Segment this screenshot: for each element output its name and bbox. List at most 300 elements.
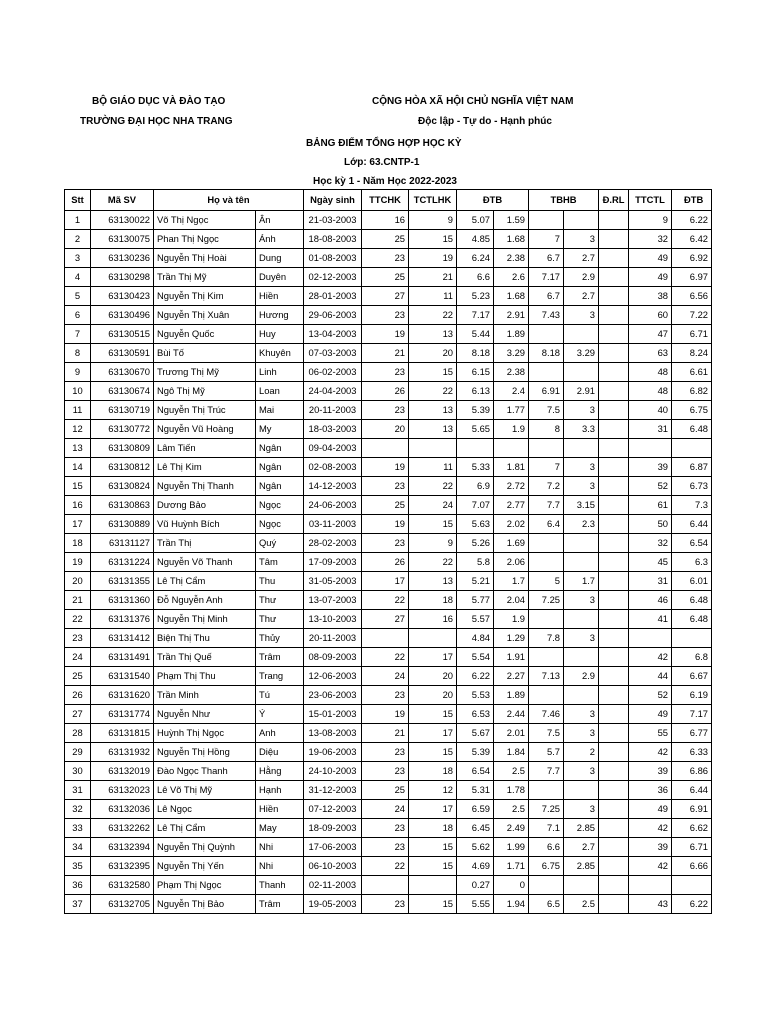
cell-tbhb-gpa: 2.5	[564, 895, 599, 914]
cell-given-name: Ân	[256, 211, 304, 230]
col-header-ttchk: TTCHK	[362, 190, 409, 211]
cell-dtb-gpa: 2.5	[494, 762, 529, 781]
cell-tbhb-score	[529, 363, 564, 382]
cell-tbhb-score: 7.25	[529, 591, 564, 610]
cell-dtb-cumulative: 7.3	[672, 496, 712, 515]
table-row	[65, 553, 712, 572]
cell-given-name: Thanh	[256, 876, 304, 895]
cell-drl	[599, 439, 629, 458]
cell-birth-date: 17-09-2003	[304, 553, 362, 572]
cell-dtb-cumulative: 6.87	[672, 458, 712, 477]
cell-birth-date: 31-05-2003	[304, 572, 362, 591]
cell-dtb-cumulative: 6.92	[672, 249, 712, 268]
cell-tctlhk: 15	[409, 743, 457, 762]
cell-tbhb-gpa: 2	[564, 743, 599, 762]
cell-tbhb-score	[529, 648, 564, 667]
cell-given-name: Anh	[256, 724, 304, 743]
cell-tbhb-score: 7.17	[529, 268, 564, 287]
cell-birth-date: 07-12-2003	[304, 800, 362, 819]
cell-tctlhk: 21	[409, 268, 457, 287]
cell-birth-date: 31-12-2003	[304, 781, 362, 800]
cell-stt: 17	[65, 515, 91, 534]
cell-ttchk: 25	[362, 268, 409, 287]
table-row	[65, 629, 712, 648]
cell-given-name: Hằng	[256, 762, 304, 781]
cell-tbhb-gpa	[564, 610, 599, 629]
cell-drl	[599, 800, 629, 819]
cell-ttctl: 49	[629, 800, 672, 819]
cell-stt: 32	[65, 800, 91, 819]
cell-dtb-cumulative: 6.73	[672, 477, 712, 496]
cell-student-id: 63131540	[91, 667, 154, 686]
cell-ttctl: 36	[629, 781, 672, 800]
cell-surname: Trần Thị Quế	[154, 648, 256, 667]
cell-dtb-cumulative: 6.33	[672, 743, 712, 762]
cell-dtb-score: 6.59	[457, 800, 494, 819]
cell-tbhb-score: 6.7	[529, 287, 564, 306]
cell-tbhb-score	[529, 325, 564, 344]
table-row	[65, 648, 712, 667]
cell-surname: Trần Thị Mỹ	[154, 268, 256, 287]
cell-tctlhk: 9	[409, 211, 457, 230]
cell-ttctl: 45	[629, 553, 672, 572]
cell-student-id: 63130298	[91, 268, 154, 287]
cell-ttchk: 19	[362, 458, 409, 477]
col-header-student-id: Mã SV	[91, 190, 154, 211]
cell-tbhb-gpa: 3	[564, 401, 599, 420]
cell-surname: Nguyễn Vũ Hoàng	[154, 420, 256, 439]
cell-tctlhk	[409, 439, 457, 458]
cell-student-id: 63130809	[91, 439, 154, 458]
cell-tctlhk: 15	[409, 857, 457, 876]
cell-stt: 20	[65, 572, 91, 591]
cell-given-name: Hiền	[256, 287, 304, 306]
cell-ttchk: 16	[362, 211, 409, 230]
cell-given-name: Ngân	[256, 477, 304, 496]
cell-tbhb-gpa	[564, 534, 599, 553]
cell-given-name: Trâm	[256, 648, 304, 667]
cell-given-name: Nhi	[256, 857, 304, 876]
cell-drl	[599, 287, 629, 306]
cell-dtb-score: 7.17	[457, 306, 494, 325]
cell-surname: Phạm Thị Thu	[154, 667, 256, 686]
cell-dtb-cumulative: 6.75	[672, 401, 712, 420]
cell-ttctl: 9	[629, 211, 672, 230]
table-row	[65, 572, 712, 591]
cell-stt: 19	[65, 553, 91, 572]
cell-dtb-score: 6.22	[457, 667, 494, 686]
cell-dtb-gpa: 1.99	[494, 838, 529, 857]
cell-student-id: 63132036	[91, 800, 154, 819]
table-row	[65, 401, 712, 420]
cell-tbhb-score: 6.6	[529, 838, 564, 857]
cell-dtb-cumulative: 6.01	[672, 572, 712, 591]
cell-student-id: 63130423	[91, 287, 154, 306]
cell-tbhb-score	[529, 553, 564, 572]
cell-dtb-gpa: 1.68	[494, 287, 529, 306]
cell-tbhb-score: 7.13	[529, 667, 564, 686]
cell-drl	[599, 667, 629, 686]
cell-birth-date: 20-11-2003	[304, 401, 362, 420]
cell-dtb-score: 6.6	[457, 268, 494, 287]
cell-stt: 23	[65, 629, 91, 648]
cell-birth-date: 18-08-2003	[304, 230, 362, 249]
cell-drl	[599, 230, 629, 249]
cell-student-id: 63130591	[91, 344, 154, 363]
table-row	[65, 591, 712, 610]
cell-dtb-score: 7.07	[457, 496, 494, 515]
cell-birth-date: 02-08-2003	[304, 458, 362, 477]
cell-ttctl: 32	[629, 534, 672, 553]
cell-tbhb-score: 7	[529, 230, 564, 249]
table-row	[65, 211, 712, 230]
cell-student-id: 63131376	[91, 610, 154, 629]
cell-tbhb-score: 7.46	[529, 705, 564, 724]
cell-dtb-gpa: 1.9	[494, 420, 529, 439]
cell-ttctl: 48	[629, 363, 672, 382]
cell-ttctl	[629, 439, 672, 458]
cell-dtb-cumulative: 6.48	[672, 591, 712, 610]
cell-dtb-cumulative: 6.71	[672, 838, 712, 857]
col-header-dtb-cumulative: ĐTB	[672, 190, 712, 211]
cell-student-id: 63130889	[91, 515, 154, 534]
cell-tctlhk: 15	[409, 363, 457, 382]
cell-given-name: Trang	[256, 667, 304, 686]
cell-ttctl: 31	[629, 420, 672, 439]
cell-dtb-gpa: 1.77	[494, 401, 529, 420]
cell-ttchk: 23	[362, 249, 409, 268]
cell-dtb-gpa: 2.49	[494, 819, 529, 838]
cell-birth-date: 24-04-2003	[304, 382, 362, 401]
cell-dtb-gpa: 1.69	[494, 534, 529, 553]
cell-drl	[599, 477, 629, 496]
cell-birth-date: 18-09-2003	[304, 819, 362, 838]
cell-tbhb-score	[529, 610, 564, 629]
cell-surname: Lâm Tiến	[154, 439, 256, 458]
cell-student-id: 63131932	[91, 743, 154, 762]
cell-surname: Nguyễn Thị Hoài	[154, 249, 256, 268]
cell-tctlhk: 13	[409, 572, 457, 591]
cell-given-name: My	[256, 420, 304, 439]
cell-tctlhk: 15	[409, 515, 457, 534]
cell-stt: 31	[65, 781, 91, 800]
cell-birth-date: 01-08-2003	[304, 249, 362, 268]
table-row	[65, 800, 712, 819]
cell-drl	[599, 534, 629, 553]
cell-tctlhk: 17	[409, 648, 457, 667]
cell-surname: Đào Ngọc Thanh	[154, 762, 256, 781]
cell-student-id: 63131412	[91, 629, 154, 648]
cell-tctlhk: 15	[409, 838, 457, 857]
cell-given-name: Ngọc	[256, 496, 304, 515]
cell-drl	[599, 249, 629, 268]
table-row	[65, 876, 712, 895]
cell-dtb-score: 5.63	[457, 515, 494, 534]
cell-birth-date: 12-06-2003	[304, 667, 362, 686]
table-row	[65, 857, 712, 876]
cell-stt: 13	[65, 439, 91, 458]
cell-tbhb-gpa: 3.29	[564, 344, 599, 363]
cell-ttchk: 23	[362, 534, 409, 553]
cell-ttchk: 17	[362, 572, 409, 591]
cell-dtb-score: 8.18	[457, 344, 494, 363]
cell-dtb-gpa: 1.94	[494, 895, 529, 914]
cell-stt: 7	[65, 325, 91, 344]
cell-ttctl	[629, 629, 672, 648]
cell-ttchk: 23	[362, 477, 409, 496]
cell-tbhb-gpa: 2.7	[564, 287, 599, 306]
cell-stt: 18	[65, 534, 91, 553]
cell-tctlhk: 15	[409, 895, 457, 914]
cell-ttchk: 19	[362, 705, 409, 724]
cell-surname: Trương Thị Mỹ	[154, 363, 256, 382]
cell-dtb-score: 5.21	[457, 572, 494, 591]
col-header-stt: Stt	[65, 190, 91, 211]
cell-tbhb-score: 7.7	[529, 496, 564, 515]
cell-tbhb-score: 7.8	[529, 629, 564, 648]
cell-ttchk: 27	[362, 610, 409, 629]
cell-dtb-cumulative: 6.97	[672, 268, 712, 287]
cell-dtb-gpa: 2.38	[494, 363, 529, 382]
cell-dtb-cumulative	[672, 876, 712, 895]
cell-dtb-cumulative: 8.24	[672, 344, 712, 363]
col-header-tbhb: TBHB	[529, 190, 599, 211]
cell-drl	[599, 724, 629, 743]
cell-dtb-score: 5.26	[457, 534, 494, 553]
cell-dtb-score: 5.39	[457, 743, 494, 762]
cell-drl	[599, 819, 629, 838]
cell-student-id: 63132262	[91, 819, 154, 838]
cell-drl	[599, 306, 629, 325]
cell-surname: Lê Ngọc	[154, 800, 256, 819]
cell-dtb-cumulative: 6.22	[672, 895, 712, 914]
cell-ttctl: 48	[629, 382, 672, 401]
cell-drl	[599, 781, 629, 800]
cell-tctlhk: 13	[409, 420, 457, 439]
cell-ttchk: 19	[362, 325, 409, 344]
cell-dtb-gpa: 1.89	[494, 686, 529, 705]
cell-tbhb-gpa	[564, 553, 599, 572]
republic-name: CỘNG HÒA XÃ HỘI CHỦ NGHĨA VIỆT NAM	[372, 96, 574, 107]
cell-tctlhk	[409, 876, 457, 895]
cell-tctlhk: 22	[409, 306, 457, 325]
cell-ttctl: 63	[629, 344, 672, 363]
cell-drl	[599, 496, 629, 515]
cell-student-id: 63131224	[91, 553, 154, 572]
cell-dtb-score: 5.33	[457, 458, 494, 477]
cell-dtb-cumulative: 6.67	[672, 667, 712, 686]
cell-drl	[599, 382, 629, 401]
cell-student-id: 63130772	[91, 420, 154, 439]
cell-stt: 8	[65, 344, 91, 363]
cell-birth-date: 23-06-2003	[304, 686, 362, 705]
cell-ttctl: 50	[629, 515, 672, 534]
cell-tbhb-score: 5.7	[529, 743, 564, 762]
cell-tbhb-score	[529, 686, 564, 705]
cell-given-name: Hạnh	[256, 781, 304, 800]
cell-drl	[599, 629, 629, 648]
cell-dtb-score: 6.53	[457, 705, 494, 724]
cell-tctlhk: 17	[409, 800, 457, 819]
cell-ttchk: 25	[362, 496, 409, 515]
cell-birth-date: 21-03-2003	[304, 211, 362, 230]
cell-given-name: Ý	[256, 705, 304, 724]
cell-student-id: 63132019	[91, 762, 154, 781]
cell-dtb-score: 5.53	[457, 686, 494, 705]
cell-surname: Nguyễn Thị Bảo	[154, 895, 256, 914]
cell-dtb-gpa: 2.06	[494, 553, 529, 572]
cell-student-id: 63130515	[91, 325, 154, 344]
cell-tbhb-score: 6.7	[529, 249, 564, 268]
cell-dtb-score: 5.54	[457, 648, 494, 667]
report-title: BẢNG ĐIỂM TỔNG HỢP HỌC KỲ	[306, 138, 462, 149]
cell-student-id: 63131127	[91, 534, 154, 553]
table-row	[65, 458, 712, 477]
cell-birth-date: 28-01-2003	[304, 287, 362, 306]
cell-ttchk: 19	[362, 515, 409, 534]
cell-ttchk: 23	[362, 743, 409, 762]
cell-dtb-score: 4.84	[457, 629, 494, 648]
cell-dtb-gpa: 2.4	[494, 382, 529, 401]
cell-given-name: Quý	[256, 534, 304, 553]
ministry-name: BỘ GIÁO DỤC VÀ ĐÀO TẠO	[92, 96, 226, 107]
cell-ttchk: 24	[362, 667, 409, 686]
cell-student-id: 63130719	[91, 401, 154, 420]
cell-dtb-score: 6.13	[457, 382, 494, 401]
cell-tbhb-gpa: 3	[564, 762, 599, 781]
cell-birth-date: 02-12-2003	[304, 268, 362, 287]
cell-tbhb-gpa: 2.85	[564, 857, 599, 876]
cell-student-id: 63132394	[91, 838, 154, 857]
cell-tbhb-gpa: 3	[564, 230, 599, 249]
cell-ttchk: 23	[362, 686, 409, 705]
cell-tbhb-score: 7	[529, 458, 564, 477]
cell-ttchk: 24	[362, 800, 409, 819]
cell-ttctl: 39	[629, 762, 672, 781]
cell-dtb-gpa	[494, 439, 529, 458]
cell-given-name: Tâm	[256, 553, 304, 572]
cell-dtb-gpa: 2.72	[494, 477, 529, 496]
cell-surname: Bùi Tố	[154, 344, 256, 363]
cell-tbhb-gpa: 3	[564, 477, 599, 496]
cell-tbhb-score: 7.5	[529, 401, 564, 420]
cell-ttctl: 47	[629, 325, 672, 344]
cell-dtb-gpa: 2.44	[494, 705, 529, 724]
cell-student-id: 63131620	[91, 686, 154, 705]
cell-given-name: Dung	[256, 249, 304, 268]
cell-stt: 30	[65, 762, 91, 781]
cell-ttctl: 52	[629, 686, 672, 705]
cell-stt: 27	[65, 705, 91, 724]
table-row	[65, 705, 712, 724]
cell-ttchk: 25	[362, 781, 409, 800]
school-name: TRƯỜNG ĐẠI HỌC NHA TRANG	[80, 116, 233, 127]
cell-surname: Vũ Huỳnh Bích	[154, 515, 256, 534]
class-label: Lớp: 63.CNTP-1	[344, 157, 420, 168]
grade-table-body	[65, 211, 712, 914]
cell-dtb-score: 6.54	[457, 762, 494, 781]
cell-stt: 22	[65, 610, 91, 629]
cell-tctlhk: 12	[409, 781, 457, 800]
cell-drl	[599, 363, 629, 382]
table-row	[65, 420, 712, 439]
cell-ttctl: 39	[629, 458, 672, 477]
cell-dtb-cumulative: 6.77	[672, 724, 712, 743]
cell-drl	[599, 762, 629, 781]
cell-dtb-cumulative: 6.44	[672, 781, 712, 800]
cell-surname: Biện Thị Thu	[154, 629, 256, 648]
cell-dtb-gpa: 1.84	[494, 743, 529, 762]
cell-dtb-gpa: 1.81	[494, 458, 529, 477]
cell-tbhb-gpa: 3	[564, 306, 599, 325]
cell-tbhb-score: 7.7	[529, 762, 564, 781]
cell-given-name: Loan	[256, 382, 304, 401]
table-row	[65, 686, 712, 705]
cell-birth-date: 20-11-2003	[304, 629, 362, 648]
cell-given-name: Ngọc	[256, 515, 304, 534]
cell-ttchk: 23	[362, 363, 409, 382]
cell-ttchk: 21	[362, 344, 409, 363]
cell-student-id: 63130496	[91, 306, 154, 325]
cell-given-name: Hiền	[256, 800, 304, 819]
cell-ttctl: 55	[629, 724, 672, 743]
cell-birth-date: 07-03-2003	[304, 344, 362, 363]
cell-tctlhk: 15	[409, 705, 457, 724]
cell-ttchk	[362, 629, 409, 648]
cell-birth-date: 13-04-2003	[304, 325, 362, 344]
cell-ttctl: 61	[629, 496, 672, 515]
cell-drl	[599, 705, 629, 724]
cell-given-name: Ngân	[256, 458, 304, 477]
col-header-drl: Đ.RL	[599, 190, 629, 211]
cell-drl	[599, 610, 629, 629]
cell-drl	[599, 895, 629, 914]
cell-birth-date: 09-04-2003	[304, 439, 362, 458]
cell-tbhb-gpa: 3	[564, 724, 599, 743]
cell-tctlhk: 22	[409, 553, 457, 572]
cell-stt: 1	[65, 211, 91, 230]
cell-birth-date: 29-06-2003	[304, 306, 362, 325]
cell-tbhb-gpa: 3	[564, 591, 599, 610]
cell-tbhb-gpa: 3	[564, 800, 599, 819]
cell-drl	[599, 572, 629, 591]
cell-surname: Trần Thị	[154, 534, 256, 553]
cell-surname: Nguyễn Quốc	[154, 325, 256, 344]
cell-student-id: 63130824	[91, 477, 154, 496]
cell-ttchk: 22	[362, 648, 409, 667]
cell-given-name: Mai	[256, 401, 304, 420]
cell-tctlhk: 19	[409, 249, 457, 268]
cell-drl	[599, 211, 629, 230]
cell-dtb-score: 6.15	[457, 363, 494, 382]
cell-given-name: Thư	[256, 610, 304, 629]
table-row	[65, 439, 712, 458]
cell-tbhb-gpa	[564, 648, 599, 667]
cell-stt: 16	[65, 496, 91, 515]
table-row	[65, 724, 712, 743]
cell-stt: 4	[65, 268, 91, 287]
cell-ttctl: 42	[629, 648, 672, 667]
cell-ttctl: 60	[629, 306, 672, 325]
cell-drl	[599, 325, 629, 344]
cell-ttctl: 43	[629, 895, 672, 914]
cell-dtb-cumulative	[672, 629, 712, 648]
cell-birth-date: 28-02-2003	[304, 534, 362, 553]
cell-ttctl: 38	[629, 287, 672, 306]
cell-stt: 9	[65, 363, 91, 382]
cell-tbhb-gpa: 2.9	[564, 667, 599, 686]
cell-tbhb-gpa: 1.7	[564, 572, 599, 591]
